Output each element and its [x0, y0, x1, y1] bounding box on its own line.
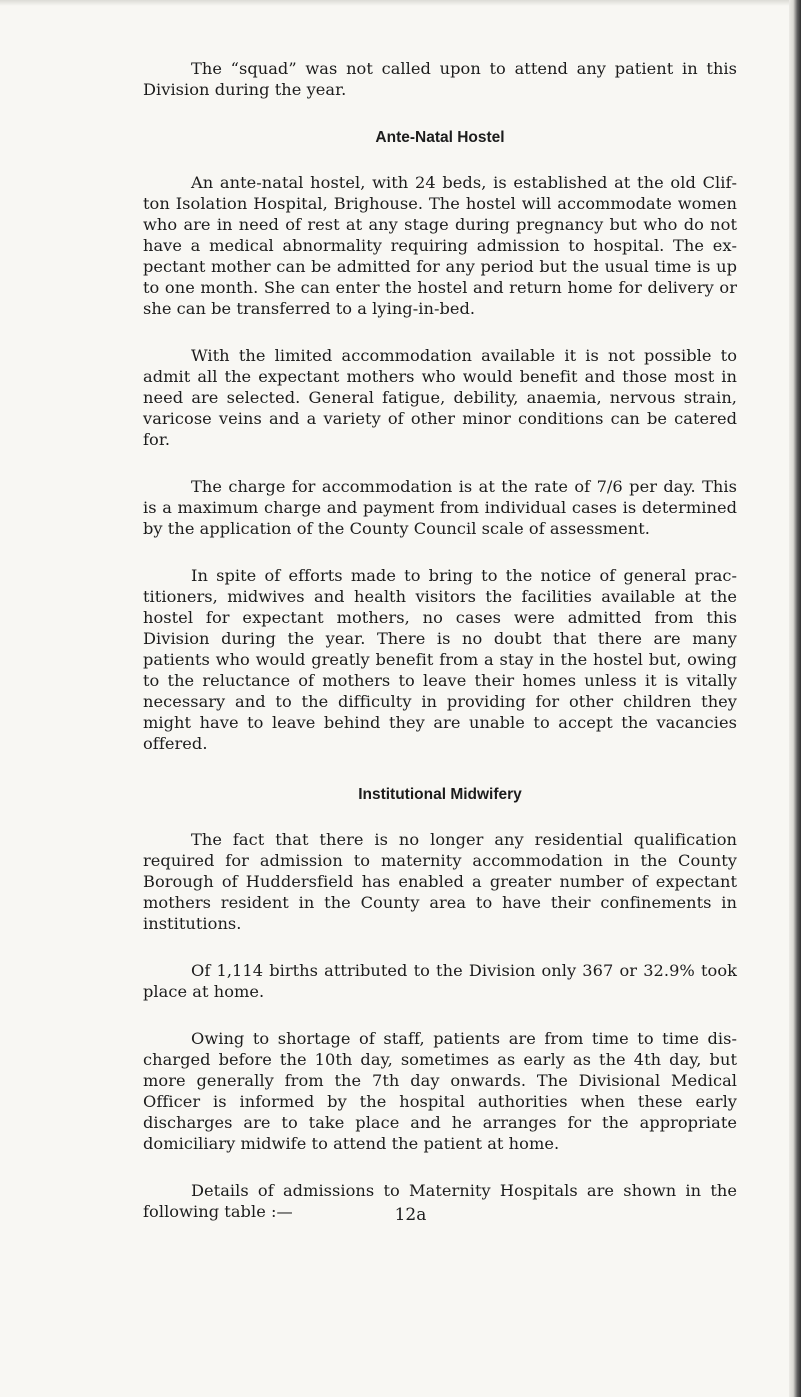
heading-institutional-midwifery: Institutional Midwifery	[358, 786, 522, 803]
heading-ante-natal-hostel: Ante-Natal Hostel	[375, 129, 505, 146]
paragraph-births: Of 1,114 births attributed to the Division only 367 or 32.9% took place at home.	[143, 961, 737, 1001]
paragraph-charge: The charge for accommodation is at the rate of 7/6 per day. This is a maximum charge and payment from individual cases is determined by the application of the County Council scale of assessment.	[143, 477, 737, 538]
paragraph-residential-qualification: The fact that there is no longer any residential qualification required for admission to maternity accommodation in the County Borough of Huddersfield has enabled a greater number of expectant mothers resident in the County area to have their confinements in institutions.	[143, 830, 737, 933]
paragraph-hostel-description: An ante-natal hostel, with 24 beds, is established at the old Clifton Isolation Hospital, Brighouse. The hostel will accommodate women who are in need of rest at any stage during pregnancy but who do not have a medical abnormality requiring admission to hospital. The expectant mother can be admitted for any period but the usual time is up to one month. She can enter the hostel and return home for delivery or she can be transferred to a lying-in-bed.	[143, 173, 737, 318]
page-number: 12a	[394, 1205, 427, 1225]
page-top-shadow	[0, 0, 801, 6]
paragraph-squad: The “squad” was not called upon to attend any patient in this Division during the year.	[143, 59, 737, 99]
paragraph-limited-accommodation: With the limited accommodation available it is not possible to admit all the expectant mothers who would benefit and those most in need are selected. General fatigue, debility, anaemia, nervous strain, varicose veins and a variety of other minor conditions can be catered for.	[143, 346, 737, 449]
paragraph-details-table: Details of admissions to Maternity Hospitals are shown in the following table :—	[143, 1181, 737, 1221]
paragraph-efforts: In spite of efforts made to bring to the notice of general practitioners, midwives and health visitors the facilities available at the hostel for expectant mothers, no cases were admitted from this Division during the year. There is no doubt that there are many patients who would greatly benefit from a stay in the hostel but, owing to the reluctance of mothers to leave their homes unless it is vitally necessary and to the difficulty in providing for other children they might have to leave behind they are unable to accept the vacancies offered.	[143, 566, 737, 753]
paragraph-early-discharges: Owing to shortage of staff, patients are from time to time discharged before the 10th day, sometimes as early as the 4th day, but more generally from the 7th day onwards. The Divisional Medical Officer is informed by the hospital authorities when these early discharges are to take place and he arranges for the appropriate domiciliary midwife to attend the patient at home.	[143, 1029, 737, 1153]
page-binding-edge	[789, 0, 801, 1397]
document-body	[143, 58, 737, 1222]
